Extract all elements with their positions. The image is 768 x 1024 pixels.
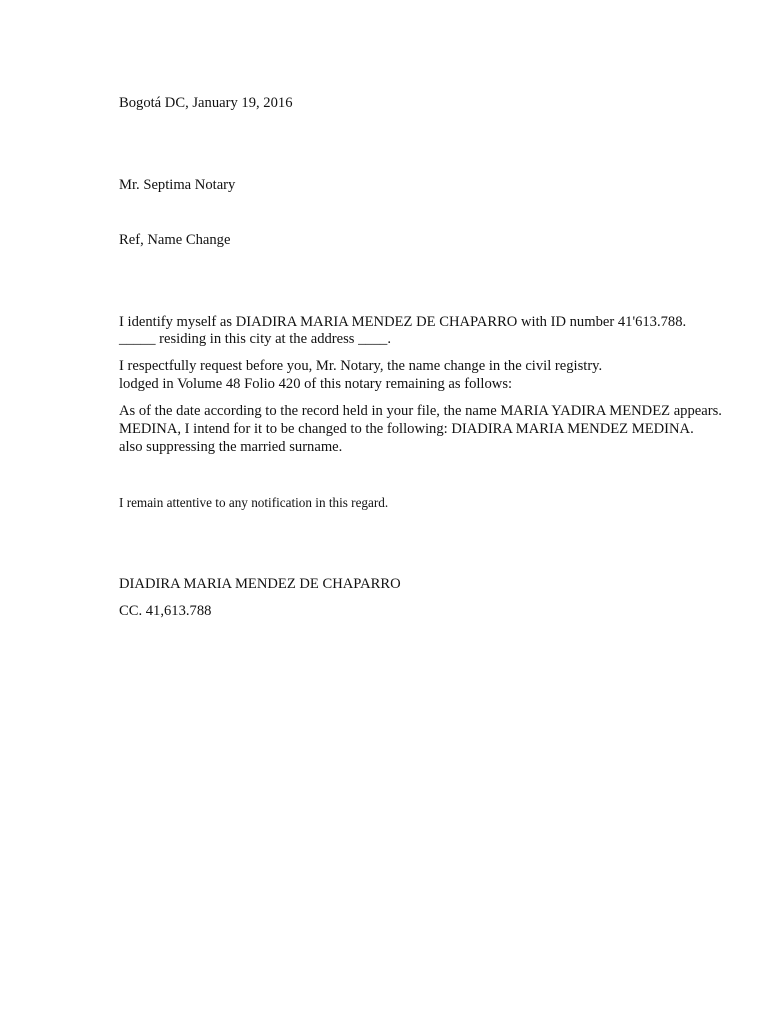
signer-id: CC. 41,613.788 <box>119 603 212 619</box>
paragraph-3-line-1: As of the date according to the record held in your file, the name MARIA YADIRA MENDEZ appears. <box>119 403 722 419</box>
closing-line: I remain attentive to any notification in this regard. <box>119 495 389 510</box>
paragraph-3-line-2: MEDINA, I intend for it to be changed to the following: DIADIRA MARIA MENDEZ MEDINA. <box>119 421 694 437</box>
recipient-line: Mr. Septima Notary <box>119 177 236 193</box>
paragraph-3-line-3: also suppressing the married surname. <box>119 439 343 455</box>
paragraph-2-line-1: I respectfully request before you, Mr. Notary, the name change in the civil registry. <box>119 358 603 374</box>
reference-line: Ref, Name Change <box>119 232 231 248</box>
date-line: Bogotá DC, January 19, 2016 <box>119 95 293 111</box>
paragraph-1-line-2: _____ residing in this city at the address ____. <box>119 331 391 347</box>
paragraph-1-line-1: I identify myself as DIADIRA MARIA MENDEZ DE CHAPARRO with ID number 41'613.788. <box>119 314 687 330</box>
signer-name: DIADIRA MARIA MENDEZ DE CHAPARRO <box>119 576 401 592</box>
paragraph-2-line-2: lodged in Volume 48 Folio 420 of this notary remaining as follows: <box>119 376 513 392</box>
